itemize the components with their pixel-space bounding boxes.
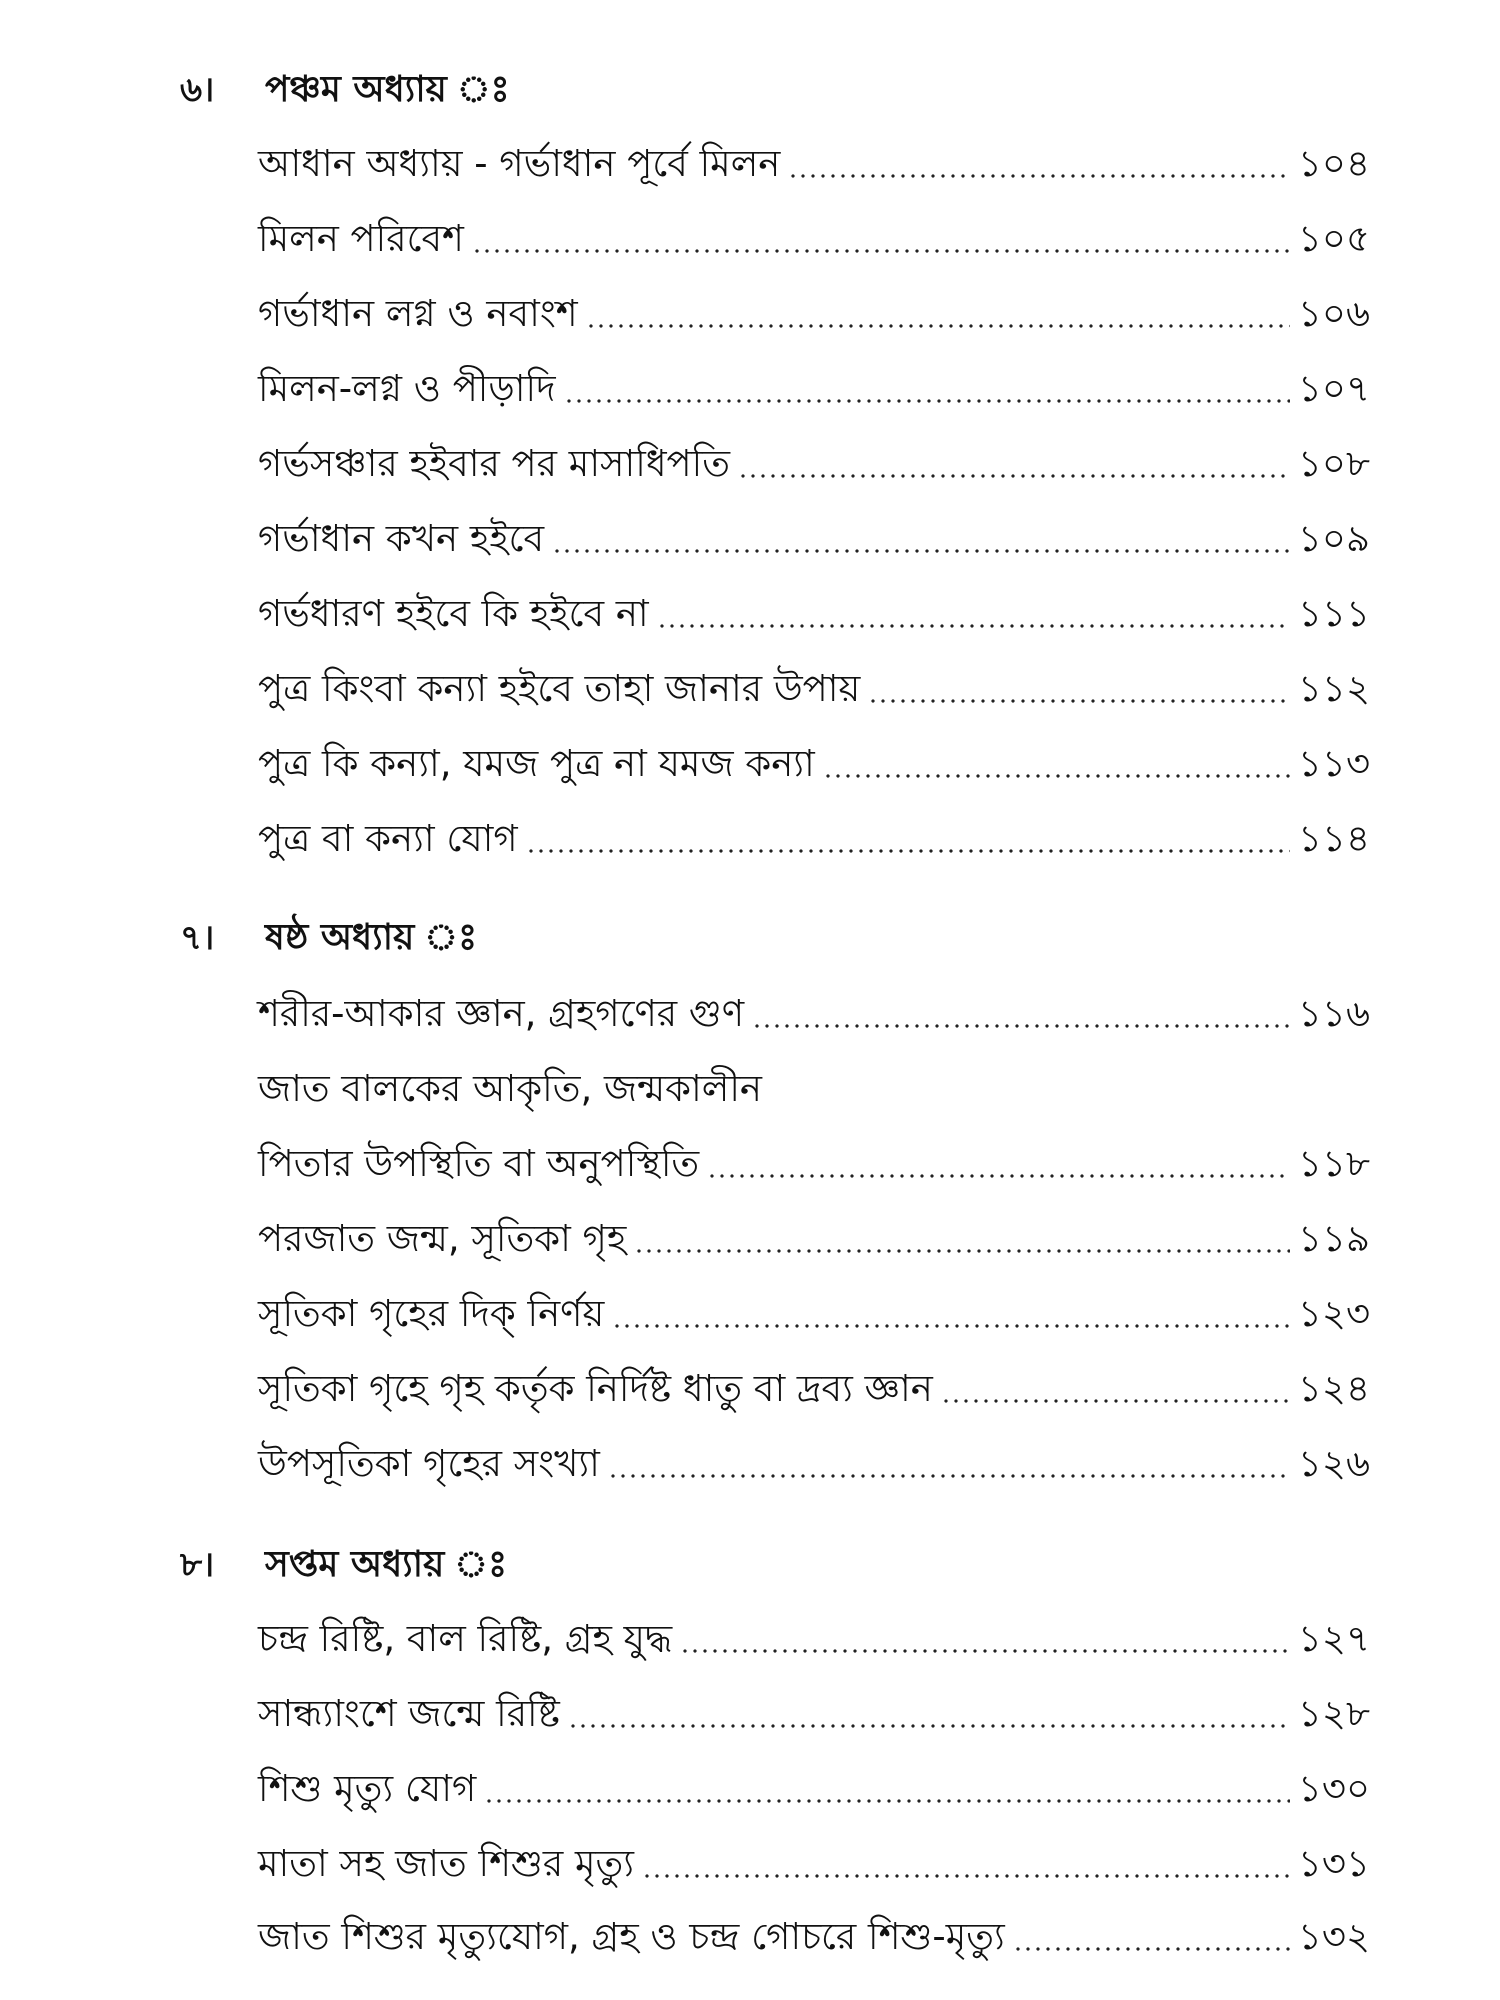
toc-entry[interactable]	[258, 210, 1370, 270]
dot-leader	[586, 307, 1290, 329]
toc-entry[interactable]	[258, 660, 1370, 720]
entry-page: ১১৮	[1297, 1141, 1370, 1185]
toc-entry[interactable]	[258, 1060, 1370, 1120]
entry-title: গর্ভধারণ হইবে কি হইবে না	[258, 591, 649, 635]
dot-leader	[612, 1307, 1290, 1329]
chapter-title: সপ্তম অধ্যায় ঃ	[265, 1544, 508, 1585]
entry-page: ১০৮	[1297, 441, 1370, 485]
toc-entry[interactable]	[258, 585, 1370, 645]
entry-title: সান্ধ্যাংশে জন্মে রিষ্টি	[258, 1691, 560, 1735]
dot-leader	[823, 757, 1290, 779]
entry-page: ১১৪	[1297, 816, 1370, 860]
entry-title: মিলন-লগ্ন ও পীড়াদি	[258, 366, 556, 410]
toc-entry[interactable]	[258, 1135, 1370, 1195]
toc-entry[interactable]	[258, 1210, 1370, 1270]
entry-title: গর্ভাধান কখন হইবে	[258, 516, 545, 560]
dot-leader	[752, 1007, 1290, 1029]
toc-entry[interactable]	[258, 1610, 1370, 1670]
dot-leader	[526, 832, 1290, 854]
toc-entry[interactable]	[258, 985, 1370, 1045]
entry-title: গর্ভসঞ্চার হইবার পর মাসাধিপতি	[258, 441, 731, 485]
entry-page: ১৩০	[1297, 1766, 1370, 1810]
dot-leader	[738, 457, 1290, 479]
entry-page: ১২৭	[1297, 1616, 1370, 1660]
toc-entry[interactable]	[258, 1908, 1370, 1968]
entry-title: সূতিকা গৃহে গৃহ কর্তৃক নির্দিষ্ট ধাতু বা দ্রব্য জ্ঞান	[258, 1366, 933, 1410]
entry-title: পরজাত জন্ম, সূতিকা গৃহ	[258, 1216, 627, 1260]
toc-entry[interactable]	[258, 1285, 1370, 1345]
entry-title: জাত বালকের আকৃতি, জন্মকালীন	[258, 1066, 762, 1110]
entry-page: ১০৪	[1297, 141, 1370, 185]
dot-leader	[868, 682, 1290, 704]
dot-leader	[634, 1232, 1290, 1254]
chapter-number: ৬।	[180, 69, 215, 110]
chapter-number: ৮।	[180, 1544, 215, 1585]
entry-title: পুত্র বা কন্যা যোগ	[258, 816, 518, 860]
dot-leader	[472, 232, 1290, 254]
entry-title: গর্ভাধান লগ্ন ও নবাংশ	[258, 291, 578, 335]
entry-title: পুত্র কি কন্যা, যমজ পুত্র না যমজ কন্যা	[258, 741, 815, 785]
toc-entry[interactable]	[258, 1760, 1370, 1820]
entry-title: মাতা সহ জাত শিশুর মৃত্যু	[258, 1841, 635, 1885]
dot-leader	[568, 1707, 1290, 1729]
entry-page: ১০৯	[1297, 516, 1370, 560]
toc-entry[interactable]	[258, 1360, 1370, 1420]
dot-leader	[564, 382, 1290, 404]
toc-entry[interactable]	[258, 285, 1370, 345]
toc-entry[interactable]	[258, 810, 1370, 870]
entry-page: ১২৪	[1297, 1366, 1370, 1410]
entry-title: জাত শিশুর মৃত্যুযোগ, গ্রহ ও চন্দ্র গোচরে শিশু-মৃত্যু	[258, 1914, 1005, 1958]
chapter-title: পঞ্চম অধ্যায় ঃ	[265, 69, 510, 110]
entry-page: ১২৬	[1297, 1441, 1370, 1485]
toc-entry[interactable]	[258, 360, 1370, 420]
dot-leader	[608, 1457, 1290, 1479]
dot-leader	[484, 1782, 1290, 1804]
toc-entry[interactable]	[258, 135, 1370, 195]
entry-page: ১০৬	[1297, 291, 1370, 335]
toc-entry[interactable]	[258, 510, 1370, 570]
entry-page: ১২৩	[1297, 1291, 1370, 1335]
toc-entry[interactable]	[258, 1685, 1370, 1745]
entry-page: ১১৩	[1297, 741, 1370, 785]
chapter-title: ষষ্ঠ অধ্যায় ঃ	[265, 917, 478, 958]
entry-title: আধান অধ্যায় - গর্ভাধান পূর্বে মিলন	[258, 141, 781, 185]
dot-leader	[680, 1632, 1290, 1654]
toc-entry[interactable]	[258, 735, 1370, 795]
entry-title: সূতিকা গৃহের দিক্ নির্ণয়	[258, 1291, 605, 1335]
chapter-heading	[0, 62, 1500, 122]
entry-page: ১২৮	[1297, 1691, 1370, 1735]
entry-page: ১১৬	[1297, 991, 1370, 1035]
toc-entry[interactable]	[258, 1435, 1370, 1495]
entry-page: ১০৭	[1297, 366, 1370, 410]
dot-leader	[642, 1857, 1290, 1879]
entry-page: ১০৫	[1297, 216, 1370, 260]
chapter-heading	[0, 1537, 1500, 1597]
toc-entry[interactable]	[258, 1835, 1370, 1895]
entry-title: মিলন পরিবেশ	[258, 216, 464, 260]
entry-page: ১১১	[1297, 591, 1370, 635]
chapter-heading	[0, 910, 1500, 970]
dot-leader	[1013, 1930, 1290, 1952]
dot-leader	[657, 607, 1290, 629]
entry-page: ১৩২	[1297, 1914, 1370, 1958]
entry-title: উপসূতিকা গৃহের সংখ্যা	[258, 1441, 600, 1485]
dot-leader	[788, 157, 1290, 179]
entry-title: শিশু মৃত্যু যোগ	[258, 1766, 477, 1810]
entry-title: চন্দ্র রিষ্টি, বাল রিষ্টি, গ্রহ যুদ্ধ	[258, 1616, 673, 1660]
dot-leader	[552, 532, 1290, 554]
entry-page: ১৩১	[1297, 1841, 1370, 1885]
entry-page: ১১২	[1297, 666, 1370, 710]
toc-entry[interactable]	[258, 435, 1370, 495]
entry-title: পিতার উপস্থিতি বা অনুপস্থিতি	[258, 1141, 700, 1185]
entry-page: ১১৯	[1297, 1216, 1370, 1260]
entry-title: পুত্র কিংবা কন্যা হইবে তাহা জানার উপায়	[258, 666, 861, 710]
dot-leader	[941, 1382, 1290, 1404]
dot-leader	[707, 1157, 1290, 1179]
chapter-number: ৭।	[180, 917, 215, 958]
entry-title: শরীর-আকার জ্ঞান, গ্রহগণের গুণ	[258, 991, 745, 1035]
